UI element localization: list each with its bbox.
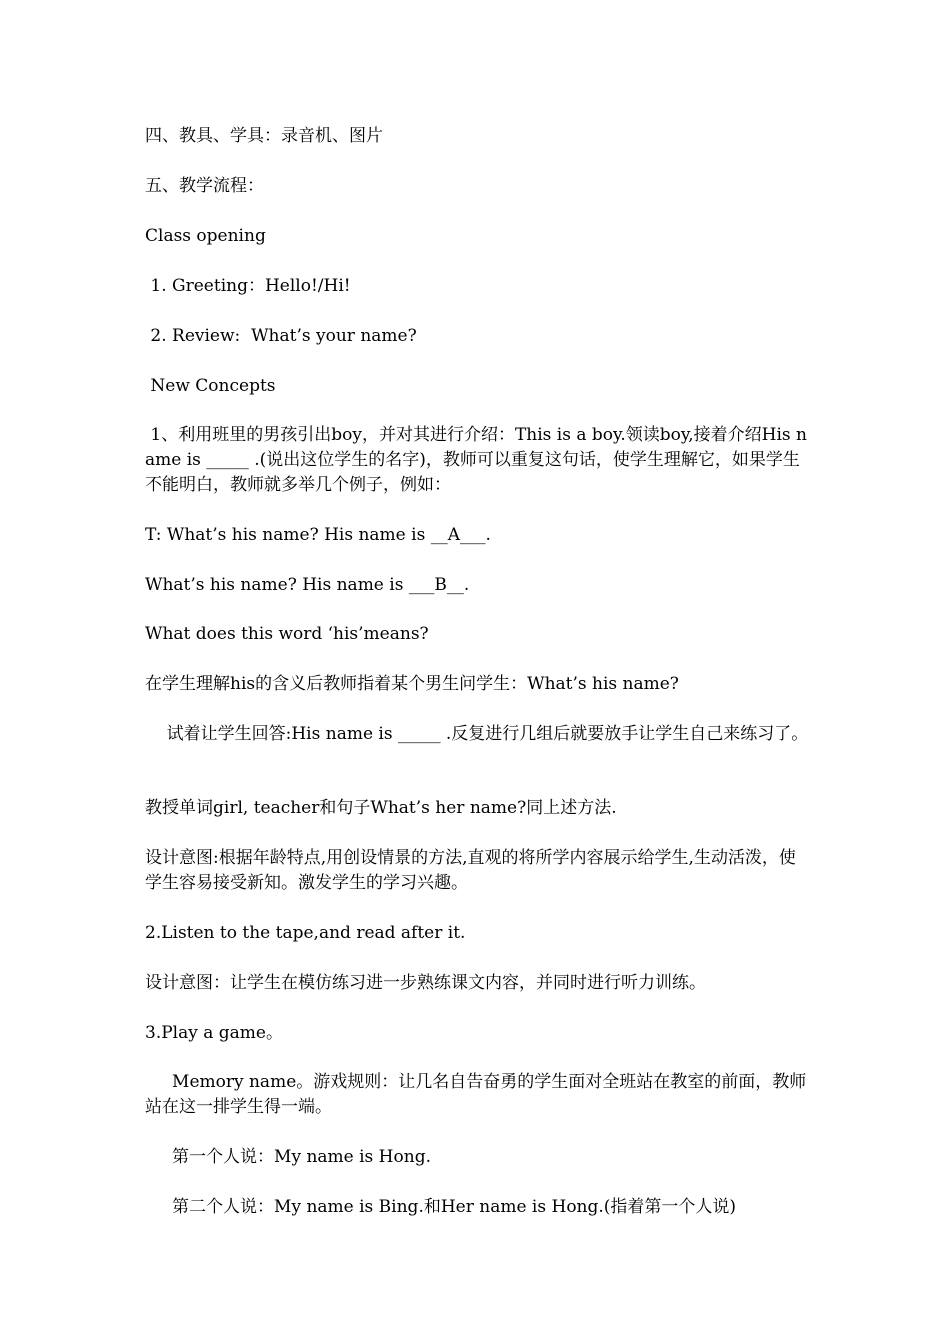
game-rules-paragraph: Memory name。游戏规则：让几名自告奋勇的学生面对全班站在教室的前面，教师站在这一排学生得一端。	[145, 1072, 807, 1117]
play-game-step: 3.Play a game。	[145, 1023, 283, 1043]
design-intent-two: 设计意图：让学生在模仿练习进一步熟练课文内容，并同时进行听力训练。	[145, 973, 706, 993]
class-opening-heading: Class opening	[145, 226, 266, 246]
teaching-process-heading: 五、教学流程：	[145, 176, 264, 196]
example-line-b: What’s his name? His name is ___B__.	[145, 575, 470, 595]
review-step: 2. Review: What’s your name?	[145, 326, 417, 346]
teaching-aids-heading: 四、教具、学具：录音机、图片	[145, 126, 383, 146]
example-line-a: T: What’s his name? His name is __A___.	[145, 525, 491, 545]
second-person-line: 第二个人说：My name is Bing.和Her name is Hong.(指着第一个人说)	[145, 1197, 737, 1217]
teach-girl-teacher-paragraph: 教授单词girl, teacher和句子What’s her name?同上述方法.	[145, 798, 617, 818]
greeting-step: 1. Greeting：Hello!/Hi!	[145, 276, 351, 296]
new-concepts-heading: New Concepts	[145, 376, 276, 396]
teacher-asks-paragraph: 在学生理解his的含义后教师指着某个男生问学生：What’s his name?	[145, 674, 679, 694]
introduce-boy-paragraph: 1、利用班里的男孩引出boy，并对其进行介绍：This is a boy.领读boy,接着介绍His name is _____ .(说出这位学生的名字)，教师可以重复这句话，使学生理解它，如果学生不能明白，教师就多举几个例子，例如：	[145, 425, 807, 495]
first-person-line: 第一个人说：My name is Hong.	[145, 1147, 431, 1167]
listen-tape-step: 2.Listen to the tape,and read after it.	[145, 923, 466, 943]
student-answer-paragraph: 试着让学生回答:His name is _____ .反复进行几组后就要放手让学生自己来练习了。	[145, 724, 809, 744]
design-intent-one: 设计意图:根据年龄特点,用创设情景的方法,直观的将所学内容展示给学生,生动活泼，使学生容易接受新知。激发学生的学习兴趣。	[145, 848, 796, 893]
his-meaning-question: What does this word ‘his’means?	[145, 624, 429, 644]
